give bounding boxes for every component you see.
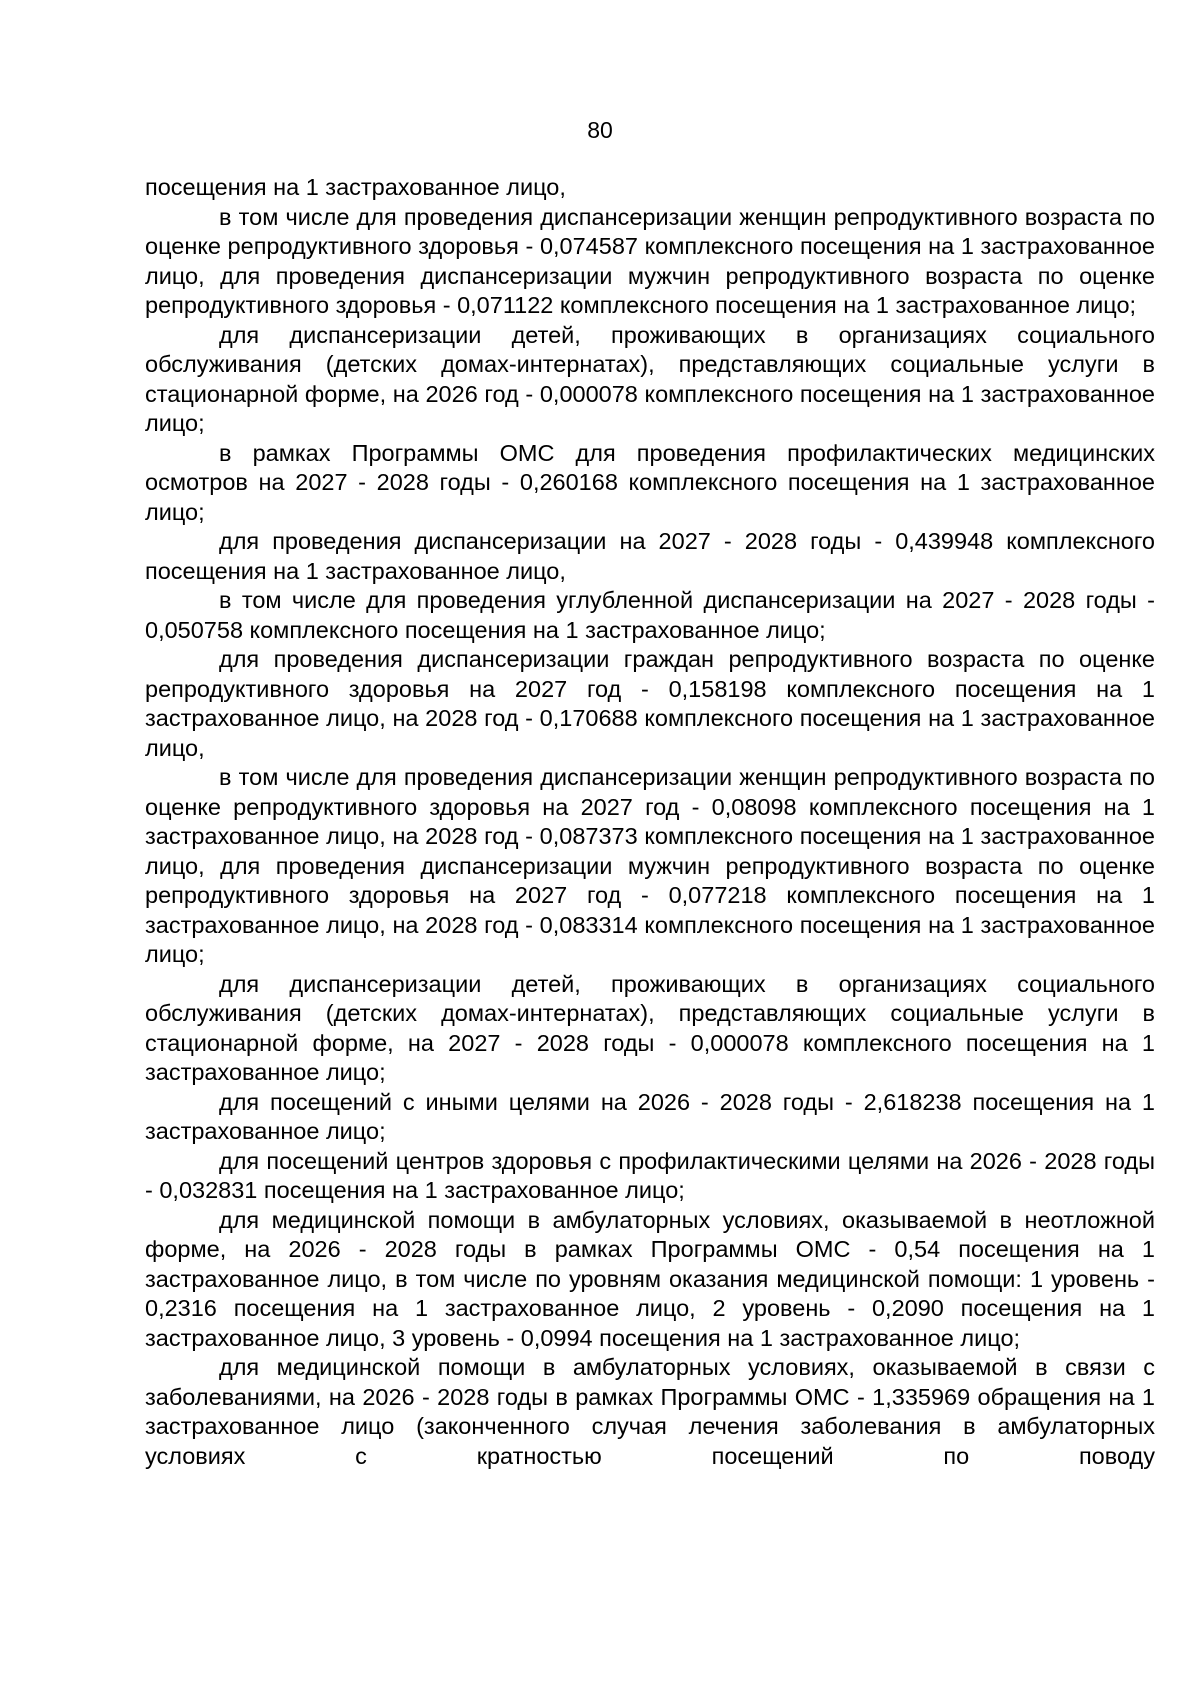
paragraph-4: в рамках Программы ОМС для проведения профилактических медицинских осмотров на 2027 - 2028 годы - 0,260168 комплексного посещения на 1 застрахованное лицо; [145,439,1155,525]
paragraph-1: посещения на 1 застрахованное лицо, [145,174,566,200]
document-body [145,173,1155,1471]
paragraph-11: для посещений центров здоровья с профилактическими целями на 2026 - 2028 годы - 0,032831 посещения на 1 застрахованное лицо; [145,1147,1155,1203]
paragraph-5: для проведения диспансеризации на 2027 - 2028 годы - 0,439948 комплексного посещения на 1 застрахованное лицо, [145,528,1155,584]
paragraph-10: для посещений с иными целями на 2026 - 2028 годы - 2,618238 посещения на 1 застрахованное лицо; [145,1088,1155,1144]
paragraph-13: для медицинской помощи в амбулаторных условиях, оказываемой в связи с заболеваниями, на 2026 - 2028 годы в рамках Программы ОМС - 1,335969 обращения на 1 застрахованное лицо (законченного случая лечения заболевания в амбулаторных условиях с кратностью посещений по поводу [145,1354,1155,1469]
paragraph-3: для диспансеризации детей, проживающих в организациях социального обслуживания (детских домах-интернатах), представляющих социальные услуги в стационарной форме, на 2026 год - 0,000078 комплексного посещения на 1 застрахованное лицо; [145,321,1155,436]
paragraph-9: для диспансеризации детей, проживающих в организациях социального обслуживания (детских домах-интернатах), представляющих социальные услуги в стационарной форме, на 2027 - 2028 годы - 0,000078 комплексного посещения на 1 застрахованное лицо; [145,970,1155,1085]
paragraph-12: для медицинской помощи в амбулаторных условиях, оказываемой в неотложной форме, на 2026 - 2028 годы в рамках Программы ОМС - 0,54 посещения на 1 застрахованное лицо, в том числе по уровням оказания медицинской помощи: 1 уровень - 0,2316 посещения на 1 застрахованное лицо, 2 уровень - 0,2090 посещения на 1 застрахованное лицо, 3 уровень - 0,0994 посещения на 1 застрахованное лицо; [145,1206,1155,1351]
page-number: 80 [587,117,613,143]
paragraph-7: для проведения диспансеризации граждан репродуктивного возраста по оценке репродуктивного здоровья на 2027 год - 0,158198 комплексного посещения на 1 застрахованное лицо, на 2028 год - 0,170688 комплексного посещения на 1 застрахованное лицо, [145,646,1155,761]
paragraph-2: в том числе для проведения диспансеризации женщин репродуктивного возраста по оценке репродуктивного здоровья - 0,074587 комплексного посещения на 1 застрахованное лицо, для проведения диспансеризации мужчин репродуктивного возраста по оценке репродуктивного здоровья - 0,071122 комплексного посещения на 1 застрахованное лицо; [145,203,1155,318]
paragraph-8: в том числе для проведения диспансеризации женщин репродуктивного возраста по оценке репродуктивного здоровья на 2027 год - 0,08098 комплексного посещения на 1 застрахованное лицо, на 2028 год - 0,087373 комплексного посещения на 1 застрахованное лицо, для проведения диспансеризации мужчин репродуктивного возраста по оценке репродуктивного здоровья на 2027 год - 0,077218 комплексного посещения на 1 застрахованное лицо, на 2028 год - 0,083314 комплексного посещения на 1 застрахованное лицо; [145,764,1155,967]
paragraph-6: в том числе для проведения углубленной диспансеризации на 2027 - 2028 годы - 0,050758 комплексного посещения на 1 застрахованное лицо; [145,587,1155,643]
